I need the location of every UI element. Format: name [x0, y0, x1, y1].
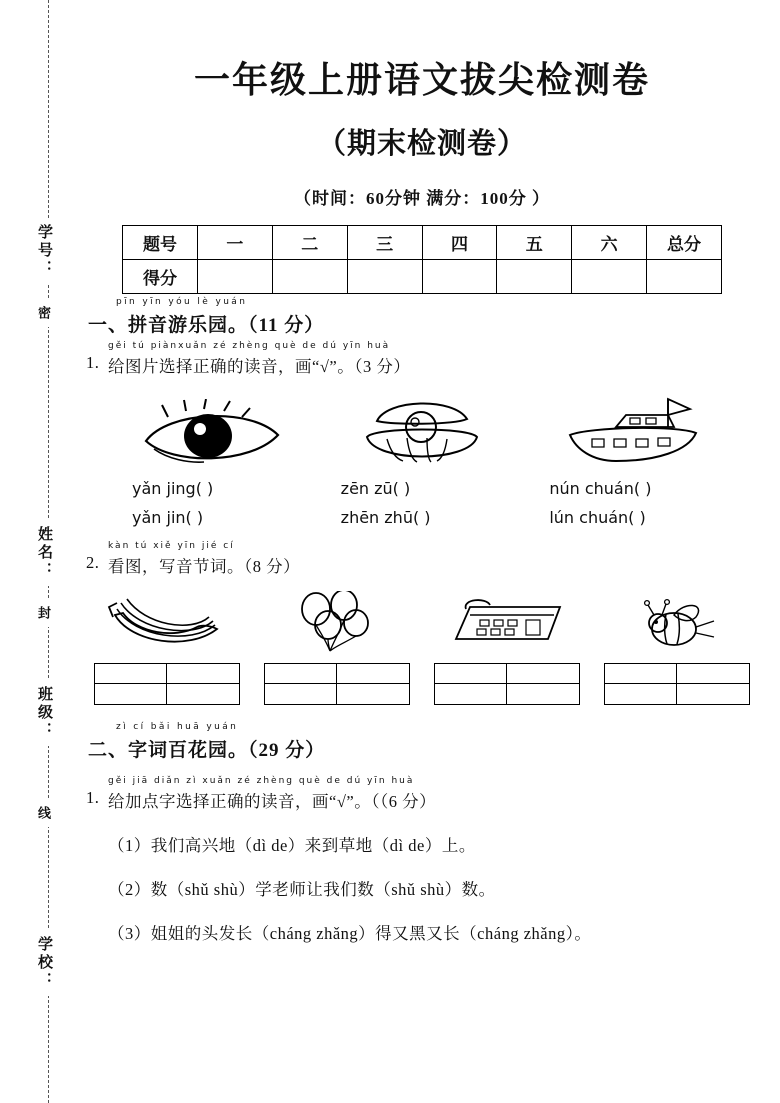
- section-1-title-wrap: [86, 297, 758, 337]
- question-1-1: [86, 341, 758, 377]
- question-1-2-pictures: [86, 591, 758, 653]
- question-1-1-options-top: [86, 479, 758, 498]
- score-header-2: 二: [272, 226, 347, 260]
- eye-picture-cell: [138, 399, 288, 469]
- balloons-picture-cell: [262, 591, 412, 653]
- page-title: 一年级上册语文拔尖检测卷: [193, 60, 650, 100]
- balloons-icon: [282, 591, 392, 653]
- rail-label-student-number: 学号：: [32, 218, 57, 284]
- rail-label-seal-feng: 封: [32, 600, 55, 627]
- section-1: [86, 297, 758, 705]
- question-2-1-number: 1.: [86, 788, 100, 807]
- telephone-picture-cell: [432, 595, 582, 653]
- eye-icon: [138, 399, 288, 469]
- question-1-1-number: 1.: [86, 353, 100, 372]
- grid-cell-3: [432, 653, 582, 705]
- score-header-4: 四: [422, 226, 497, 260]
- score-cell-2[interactable]: [272, 260, 347, 294]
- exam-info: （时间：60分钟 满分：100分 ）: [294, 189, 550, 208]
- score-header-total: 总分: [647, 226, 722, 260]
- banana-picture-cell: [92, 595, 242, 653]
- section-2: [86, 722, 758, 944]
- question-2-1-text: 给加点字选择正确的读音，画“√”。（（6 分）: [108, 792, 437, 811]
- option-zenzu[interactable]: zēn zū( ): [340, 479, 411, 498]
- question-1-1-text: 给图片选择正确的读音，画“√”。（3 分）: [108, 357, 411, 376]
- score-cell-1[interactable]: [198, 260, 273, 294]
- document-body: [86, 0, 758, 944]
- boat-icon: [556, 393, 706, 469]
- rail-label-name: 姓名：: [32, 520, 57, 586]
- section-1-heading: 一、拼音游乐园。（11 分）: [88, 315, 325, 336]
- score-cell-5[interactable]: [497, 260, 572, 294]
- pearl-shell-icon: [357, 391, 487, 469]
- rail-label-school: 学校：: [32, 930, 57, 996]
- score-table: [122, 225, 722, 294]
- left-margin-rail: [26, 0, 70, 1103]
- section-2-title-wrap: [86, 722, 758, 762]
- boat-picture-cell: [556, 393, 706, 469]
- bee-picture-cell: [602, 593, 752, 653]
- table-row: [123, 226, 722, 260]
- rail-label-class: 班级：: [32, 680, 57, 746]
- question-2-1-pinyin: gěi jiā diǎn zì xuǎn zé zhèng què de dú yīn huà: [108, 776, 415, 786]
- score-header-6: 六: [572, 226, 647, 260]
- answer-grid[interactable]: [264, 663, 410, 705]
- question-1-1-pinyin: gěi tú piànxuǎn zé zhèng què de dú yīn huà: [108, 341, 391, 351]
- answer-grid[interactable]: [94, 663, 240, 705]
- question-2-1-item-1[interactable]: （1）我们高兴地（dì de）来到草地（dì de）上。: [108, 836, 476, 855]
- banana-icon: [105, 595, 229, 653]
- table-row: [123, 260, 722, 294]
- option-yanjing[interactable]: yǎn jing( ): [132, 479, 214, 498]
- rail-label-seal-mi: 密: [32, 300, 55, 327]
- telephone-icon: [440, 595, 574, 653]
- score-header-3: 三: [347, 226, 422, 260]
- section-1-pinyin: pīn yīn yóu lè yuán: [116, 297, 248, 307]
- question-2-1: [86, 776, 758, 812]
- question-2-1-item-3[interactable]: （3）姐姐的头发长（cháng zhǎng）得又黑又长（cháng zhǎng）。: [108, 924, 592, 943]
- question-1-2-number: 2.: [86, 553, 100, 572]
- score-header-1: 一: [198, 226, 273, 260]
- question-1-2-answer-grids: [86, 653, 758, 705]
- section-2-heading: 二、字词百花园。（29 分）: [88, 740, 326, 761]
- grid-cell-4: [602, 653, 752, 705]
- answer-grid[interactable]: [604, 663, 750, 705]
- score-cell-total[interactable]: [647, 260, 722, 294]
- pearl-shell-picture-cell: [357, 391, 487, 469]
- bee-icon: [622, 593, 732, 653]
- answer-grid[interactable]: [434, 663, 580, 705]
- option-zhenzhu[interactable]: zhēn zhū( ): [340, 508, 431, 527]
- grid-cell-1: [92, 653, 242, 705]
- grid-cell-2: [262, 653, 412, 705]
- option-yanjin[interactable]: yǎn jin( ): [132, 508, 204, 527]
- section-2-pinyin: zì cí bǎi huā yuán: [116, 722, 239, 732]
- option-lunchuan[interactable]: lún chuán( ): [549, 508, 646, 527]
- rail-label-seal-xian: 线: [32, 800, 55, 827]
- score-cell-3[interactable]: [347, 260, 422, 294]
- score-row-label: 得分: [123, 260, 198, 294]
- page-subtitle: （期末检测卷）: [316, 128, 527, 160]
- question-1-1-pictures: [86, 391, 758, 469]
- question-1-1-options-bottom: [86, 508, 758, 527]
- score-header-5: 五: [497, 226, 572, 260]
- question-1-2: [86, 541, 758, 577]
- score-cell-4[interactable]: [422, 260, 497, 294]
- score-header-label: 题号: [123, 226, 198, 260]
- question-2-1-item-2[interactable]: （2）数（shǔ shù）学老师让我们数（shǔ shù）数。: [108, 880, 496, 899]
- option-nunchuan[interactable]: nún chuán( ): [549, 479, 652, 498]
- score-cell-6[interactable]: [572, 260, 647, 294]
- question-1-2-text: 看图，写音节词。（8 分）: [108, 557, 301, 576]
- question-1-2-pinyin: kàn tú xiě yīn jié cí: [108, 541, 235, 551]
